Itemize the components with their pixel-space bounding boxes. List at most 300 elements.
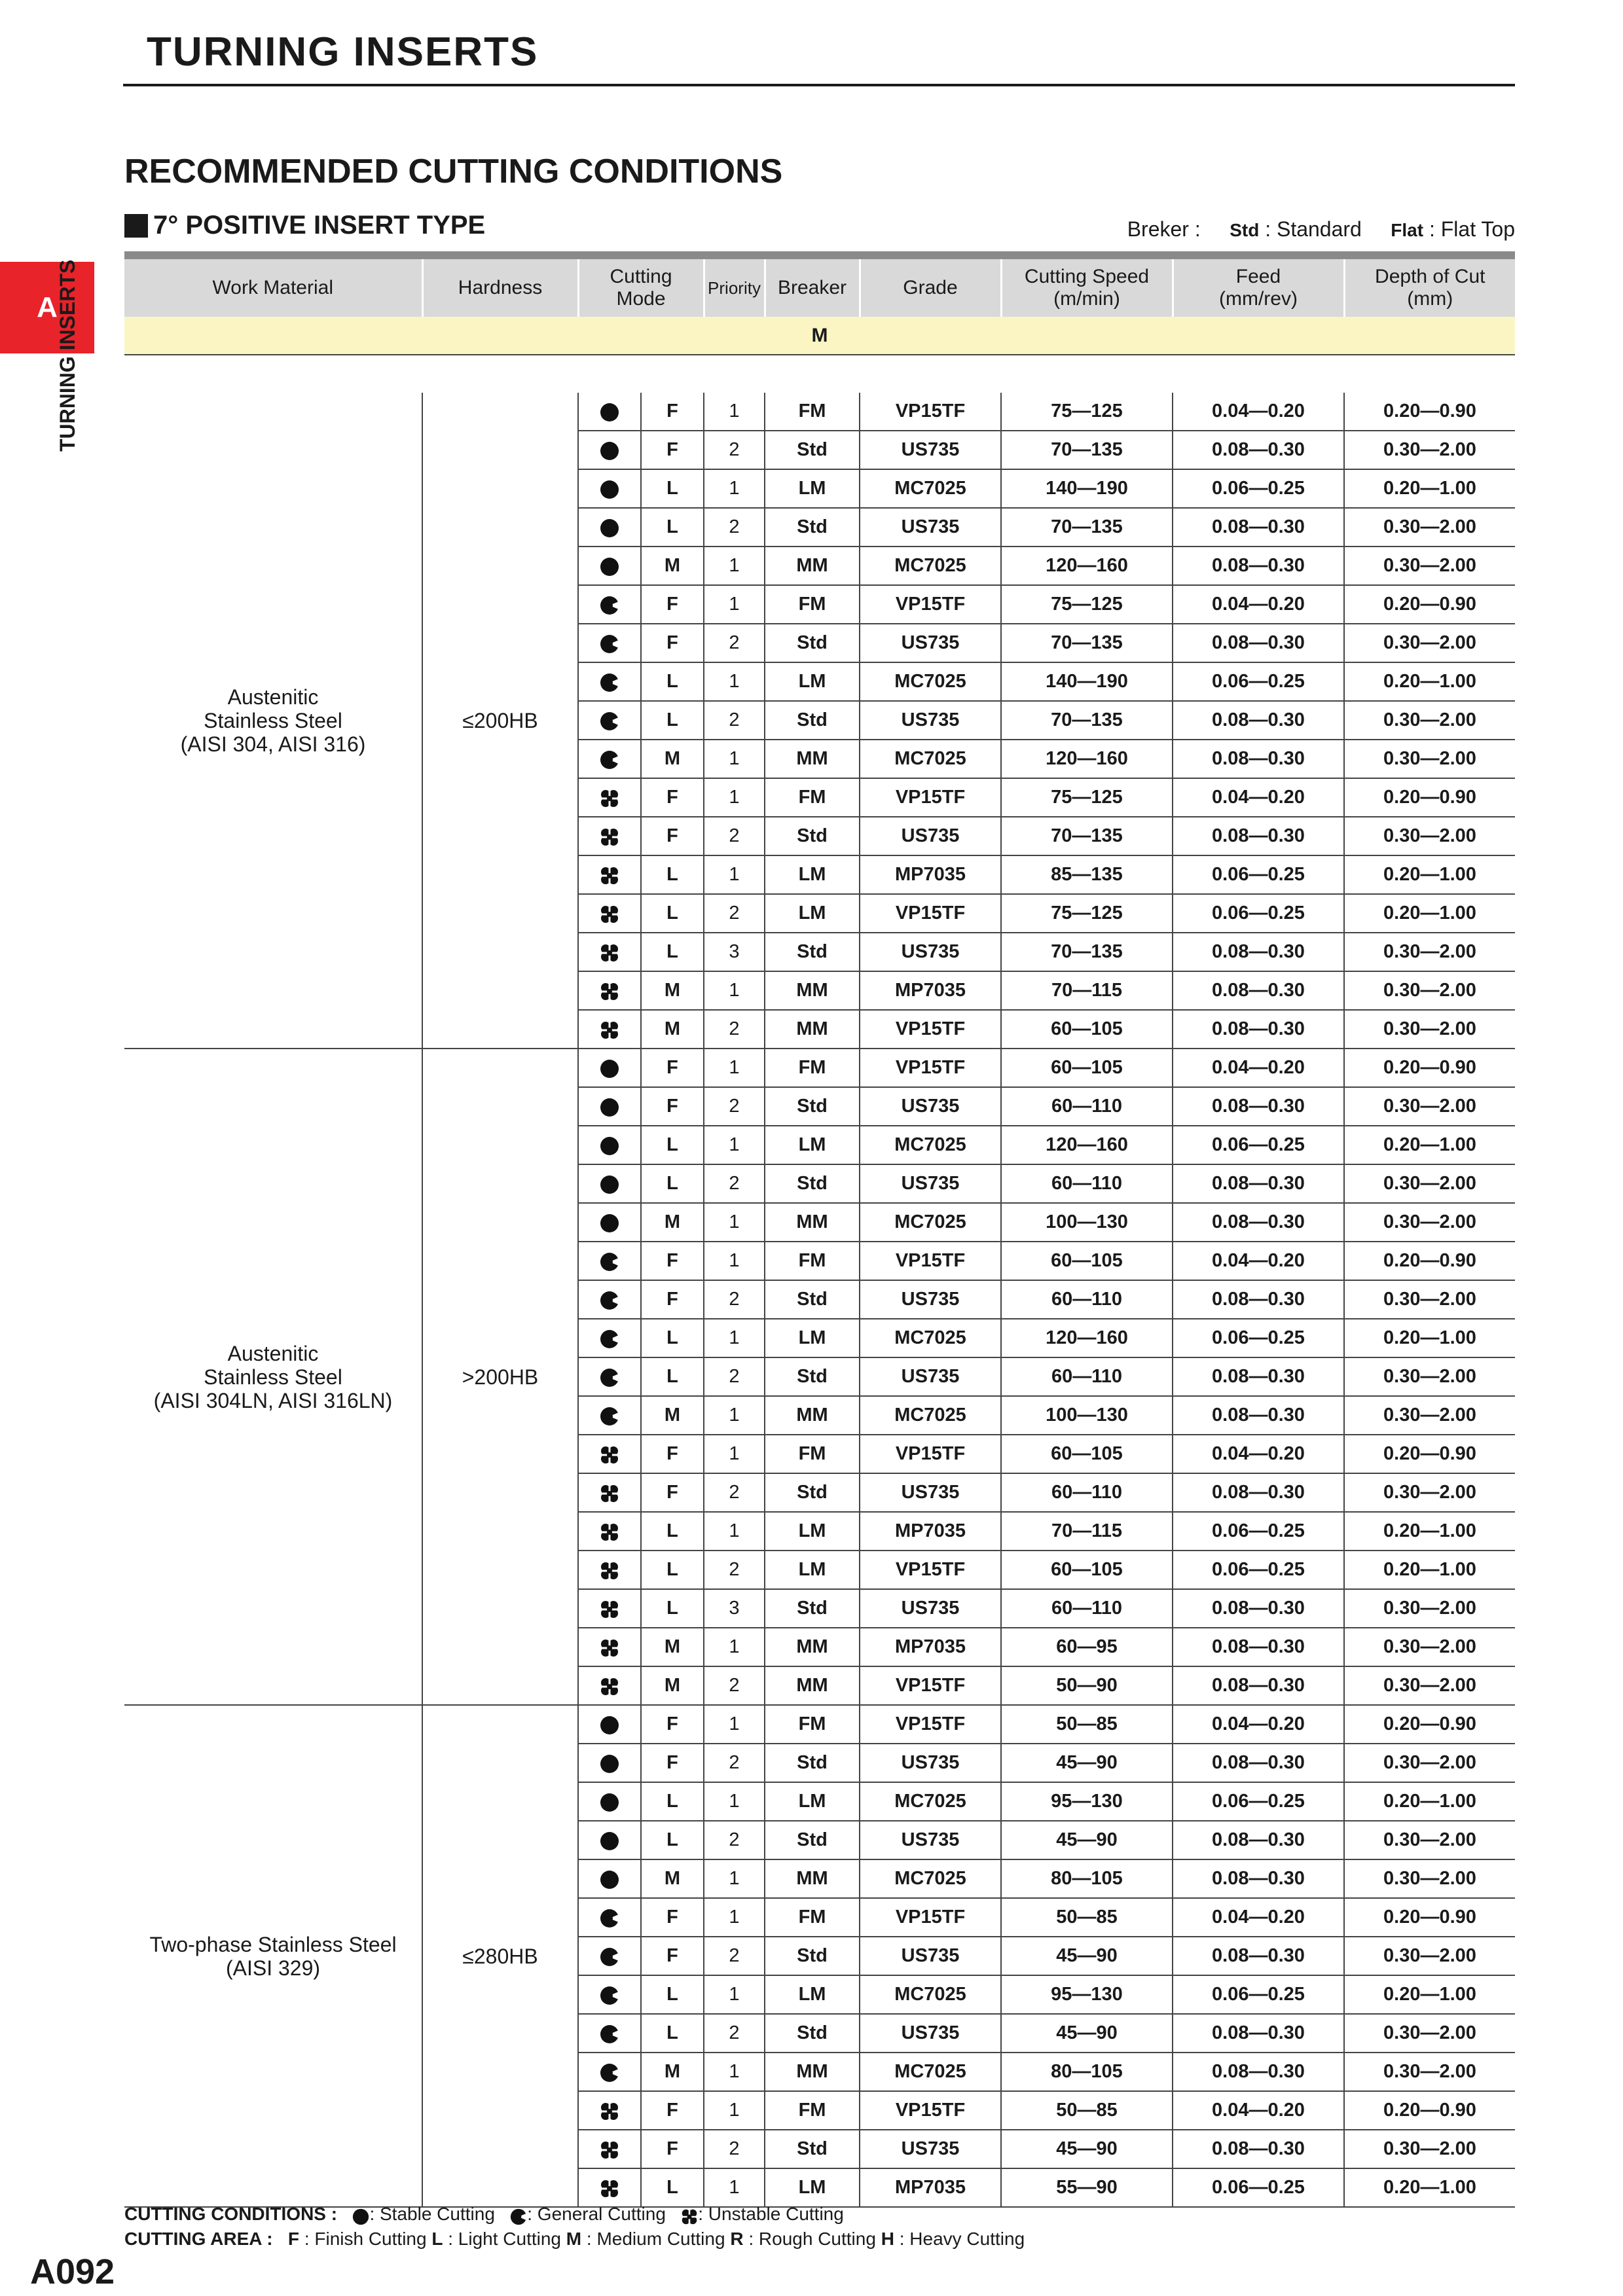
cutting-condition-cell bbox=[578, 2091, 641, 2130]
cutting-condition-cell bbox=[578, 1628, 641, 1666]
cutting-speed-cell: 60—95 bbox=[1001, 1628, 1173, 1666]
grade-cell: US735 bbox=[860, 1164, 1001, 1203]
feed-cell: 0.06—0.25 bbox=[1173, 1975, 1344, 2014]
cutting-speed-cell: 70—135 bbox=[1001, 431, 1173, 469]
priority-cell: 1 bbox=[704, 585, 765, 624]
feed-cell: 0.04—0.20 bbox=[1173, 2091, 1344, 2130]
feed-cell: 0.08—0.30 bbox=[1173, 740, 1344, 778]
cutting-speed-cell: 60—105 bbox=[1001, 1242, 1173, 1280]
feed-cell: 0.08—0.30 bbox=[1173, 2130, 1344, 2168]
cutting-speed-cell: 60—110 bbox=[1001, 1473, 1173, 1512]
cutting-condition-cell bbox=[578, 1589, 641, 1628]
cutting-area-cell: F bbox=[641, 1049, 704, 1087]
grade-cell: US735 bbox=[860, 624, 1001, 662]
breaker-cell: MM bbox=[765, 1203, 860, 1242]
cutting-area-cell: L bbox=[641, 894, 704, 933]
cutting-condition-cell bbox=[578, 1357, 641, 1396]
cutting-speed-cell: 60—105 bbox=[1001, 1551, 1173, 1589]
cutting-speed-cell: 60—105 bbox=[1001, 1010, 1173, 1049]
depth-of-cut-cell: 0.30—2.00 bbox=[1344, 1821, 1515, 1859]
feed-cell: 0.08—0.30 bbox=[1173, 1357, 1344, 1396]
feed-cell: 0.04—0.20 bbox=[1173, 1242, 1344, 1280]
unstable-cutting-icon bbox=[600, 1600, 619, 1619]
grade-cell: US735 bbox=[860, 1937, 1001, 1975]
cutting-speed-cell: 60—110 bbox=[1001, 1280, 1173, 1319]
feed-cell: 0.08—0.30 bbox=[1173, 2014, 1344, 2053]
feed-cell: 0.08—0.30 bbox=[1173, 1589, 1344, 1628]
breaker-cell: LM bbox=[765, 1782, 860, 1821]
material-class-row bbox=[124, 317, 1515, 355]
grade-cell: MC7025 bbox=[860, 547, 1001, 585]
subsection-title bbox=[124, 211, 485, 240]
priority-cell: 2 bbox=[704, 1357, 765, 1396]
cutting-area-cell: M bbox=[641, 1396, 704, 1435]
cutting-area-cell: L bbox=[641, 1589, 704, 1628]
stable-cutting-icon bbox=[600, 518, 619, 538]
grade-cell: VP15TF bbox=[860, 1242, 1001, 1280]
feed-cell: 0.08—0.30 bbox=[1173, 508, 1344, 547]
hardness-cell: ≤280HB bbox=[422, 1705, 578, 2207]
cutting-condition-cell bbox=[578, 1898, 641, 1937]
spacer-row bbox=[124, 355, 1515, 393]
grade-cell: VP15TF bbox=[860, 1666, 1001, 1705]
legend-area-text: : Finish Cutting bbox=[304, 2229, 427, 2249]
priority-cell: 2 bbox=[704, 1473, 765, 1512]
depth-of-cut-cell: 0.30—2.00 bbox=[1344, 1473, 1515, 1512]
legend-stable-text: : Stable Cutting bbox=[369, 2204, 495, 2224]
feed-cell: 0.08—0.30 bbox=[1173, 1164, 1344, 1203]
cutting-area-cell: L bbox=[641, 2014, 704, 2053]
cutting-area-cell: F bbox=[641, 585, 704, 624]
depth-of-cut-cell: 0.30—2.00 bbox=[1344, 1087, 1515, 1126]
grade-cell: US735 bbox=[860, 1821, 1001, 1859]
general-cutting-icon bbox=[600, 1986, 619, 2005]
feed-cell: 0.06—0.25 bbox=[1173, 2168, 1344, 2207]
legend-conditions bbox=[124, 2202, 1025, 2227]
grade-cell: MC7025 bbox=[860, 2053, 1001, 2091]
breaker-flat-code: Flat bbox=[1391, 220, 1424, 240]
depth-of-cut-cell: 0.20—0.90 bbox=[1344, 1705, 1515, 1744]
header-speed: Cutting Speed bbox=[1024, 266, 1150, 287]
depth-of-cut-cell: 0.30—2.00 bbox=[1344, 624, 1515, 662]
cutting-area-cell: L bbox=[641, 508, 704, 547]
breaker-cell: Std bbox=[765, 2130, 860, 2168]
depth-of-cut-cell: 0.30—2.00 bbox=[1344, 1396, 1515, 1435]
depth-of-cut-cell: 0.20—1.00 bbox=[1344, 1782, 1515, 1821]
depth-of-cut-cell: 0.20—0.90 bbox=[1344, 1242, 1515, 1280]
cutting-speed-cell: 120—160 bbox=[1001, 547, 1173, 585]
unstable-cutting-icon bbox=[600, 982, 619, 1001]
cutting-speed-cell: 45—90 bbox=[1001, 1744, 1173, 1782]
breaker-cell: FM bbox=[765, 2091, 860, 2130]
priority-cell: 1 bbox=[704, 662, 765, 701]
breaker-cell: Std bbox=[765, 624, 860, 662]
unstable-cutting-icon bbox=[600, 1522, 619, 1542]
breaker-cell: Std bbox=[765, 1821, 860, 1859]
cutting-area-cell: M bbox=[641, 1859, 704, 1898]
grade-cell: MC7025 bbox=[860, 1396, 1001, 1435]
breaker-legend-label: Breker : bbox=[1127, 217, 1201, 241]
stable-cutting-icon bbox=[352, 2207, 369, 2224]
priority-cell: 1 bbox=[704, 855, 765, 894]
depth-of-cut-cell: 0.30—2.00 bbox=[1344, 1666, 1515, 1705]
priority-cell: 2 bbox=[704, 2130, 765, 2168]
priority-cell: 1 bbox=[704, 1319, 765, 1357]
header-hardness: Hardness bbox=[422, 255, 578, 317]
work-material-line: Stainless Steel bbox=[204, 708, 342, 732]
square-bullet-icon bbox=[124, 214, 148, 238]
cutting-speed-cell: 120—160 bbox=[1001, 1126, 1173, 1164]
header-mode: Mode bbox=[616, 288, 666, 310]
depth-of-cut-cell: 0.30—2.00 bbox=[1344, 2014, 1515, 2053]
cutting-area-cell: L bbox=[641, 933, 704, 971]
breaker-cell: FM bbox=[765, 1242, 860, 1280]
header-cutting-speed bbox=[1001, 255, 1173, 317]
priority-cell: 1 bbox=[704, 2091, 765, 2130]
cutting-speed-cell: 45—90 bbox=[1001, 1821, 1173, 1859]
cutting-speed-cell: 70—135 bbox=[1001, 701, 1173, 740]
priority-cell: 1 bbox=[704, 1512, 765, 1551]
cutting-condition-cell bbox=[578, 1744, 641, 1782]
header-grade: Grade bbox=[860, 255, 1001, 317]
cutting-area-cell: F bbox=[641, 624, 704, 662]
stable-cutting-icon bbox=[600, 1098, 619, 1117]
unstable-cutting-icon bbox=[600, 789, 619, 808]
breaker-cell: LM bbox=[765, 469, 860, 508]
general-cutting-icon bbox=[510, 2207, 527, 2224]
cutting-speed-cell: 75—125 bbox=[1001, 778, 1173, 817]
breaker-cell: LM bbox=[765, 1975, 860, 2014]
cutting-speed-cell: 60—105 bbox=[1001, 1435, 1173, 1473]
priority-cell: 1 bbox=[704, 1049, 765, 1087]
cutting-area-cell: M bbox=[641, 1628, 704, 1666]
stable-cutting-icon bbox=[600, 1136, 619, 1156]
general-cutting-icon bbox=[600, 673, 619, 692]
unstable-cutting-icon bbox=[600, 1020, 619, 1040]
breaker-cell: FM bbox=[765, 778, 860, 817]
depth-of-cut-cell: 0.30—2.00 bbox=[1344, 2053, 1515, 2091]
feed-cell: 0.08—0.30 bbox=[1173, 701, 1344, 740]
feed-cell: 0.08—0.30 bbox=[1173, 1666, 1344, 1705]
grade-cell: MP7035 bbox=[860, 1512, 1001, 1551]
cutting-condition-cell bbox=[578, 933, 641, 971]
breaker-cell: Std bbox=[765, 1087, 860, 1126]
unstable-cutting-icon bbox=[600, 905, 619, 924]
cutting-speed-cell: 60—105 bbox=[1001, 1049, 1173, 1087]
depth-of-cut-cell: 0.30—2.00 bbox=[1344, 508, 1515, 547]
feed-cell: 0.08—0.30 bbox=[1173, 1280, 1344, 1319]
breaker-cell: Std bbox=[765, 933, 860, 971]
work-material-cell bbox=[124, 393, 422, 1049]
grade-cell: VP15TF bbox=[860, 894, 1001, 933]
feed-cell: 0.08—0.30 bbox=[1173, 1744, 1344, 1782]
depth-of-cut-cell: 0.20—1.00 bbox=[1344, 1975, 1515, 2014]
cutting-area-cell: F bbox=[641, 2130, 704, 2168]
legend-area-text: : Heavy Cutting bbox=[899, 2229, 1025, 2249]
grade-cell: MP7035 bbox=[860, 1628, 1001, 1666]
priority-cell: 3 bbox=[704, 1589, 765, 1628]
feed-cell: 0.08—0.30 bbox=[1173, 1203, 1344, 1242]
depth-of-cut-cell: 0.30—2.00 bbox=[1344, 1589, 1515, 1628]
general-cutting-icon bbox=[600, 1909, 619, 1928]
feed-cell: 0.08—0.30 bbox=[1173, 933, 1344, 971]
grade-cell: VP15TF bbox=[860, 1049, 1001, 1087]
header-speed-unit: (m/min) bbox=[1053, 288, 1120, 310]
depth-of-cut-cell: 0.20—1.00 bbox=[1344, 1126, 1515, 1164]
breaker-cell: LM bbox=[765, 1319, 860, 1357]
breaker-cell: Std bbox=[765, 1357, 860, 1396]
cutting-area-cell: L bbox=[641, 1782, 704, 1821]
general-cutting-icon bbox=[600, 1252, 619, 1272]
cutting-condition-cell bbox=[578, 1937, 641, 1975]
general-cutting-icon bbox=[600, 2024, 619, 2044]
breaker-cell: Std bbox=[765, 2014, 860, 2053]
grade-cell: US735 bbox=[860, 431, 1001, 469]
stable-cutting-icon bbox=[600, 1793, 619, 1812]
stable-cutting-icon bbox=[600, 441, 619, 461]
depth-of-cut-cell: 0.30—2.00 bbox=[1344, 971, 1515, 1010]
cutting-condition-cell bbox=[578, 1859, 641, 1898]
priority-cell: 1 bbox=[704, 2053, 765, 2091]
cutting-speed-cell: 70—115 bbox=[1001, 971, 1173, 1010]
legend-general-text: : General Cutting bbox=[527, 2204, 666, 2224]
priority-cell: 2 bbox=[704, 1821, 765, 1859]
general-cutting-icon bbox=[600, 1368, 619, 1388]
cutting-area-cell: L bbox=[641, 701, 704, 740]
priority-cell: 1 bbox=[704, 778, 765, 817]
general-cutting-icon bbox=[600, 2063, 619, 2083]
legend-area-code: M bbox=[566, 2229, 582, 2249]
table-row bbox=[124, 1049, 1515, 1087]
grade-cell: MC7025 bbox=[860, 1782, 1001, 1821]
cutting-area-cell: L bbox=[641, 1126, 704, 1164]
cutting-speed-cell: 50—85 bbox=[1001, 2091, 1173, 2130]
breaker-cell: Std bbox=[765, 1280, 860, 1319]
depth-of-cut-cell: 0.30—2.00 bbox=[1344, 431, 1515, 469]
feed-cell: 0.08—0.30 bbox=[1173, 431, 1344, 469]
grade-cell: US735 bbox=[860, 817, 1001, 855]
breaker-cell: LM bbox=[765, 2168, 860, 2207]
cutting-speed-cell: 120—160 bbox=[1001, 1319, 1173, 1357]
breaker-cell: Std bbox=[765, 1937, 860, 1975]
breaker-cell: FM bbox=[765, 393, 860, 431]
feed-cell: 0.08—0.30 bbox=[1173, 2053, 1344, 2091]
grade-cell: MC7025 bbox=[860, 1203, 1001, 1242]
grade-cell: VP15TF bbox=[860, 1898, 1001, 1937]
breaker-std-text: : Standard bbox=[1265, 217, 1362, 241]
cutting-condition-cell bbox=[578, 817, 641, 855]
feed-cell: 0.04—0.20 bbox=[1173, 778, 1344, 817]
header-cutting-mode bbox=[578, 255, 704, 317]
grade-cell: VP15TF bbox=[860, 1705, 1001, 1744]
feed-cell: 0.08—0.30 bbox=[1173, 624, 1344, 662]
cutting-speed-cell: 45—90 bbox=[1001, 2130, 1173, 2168]
cutting-condition-cell bbox=[578, 624, 641, 662]
feed-cell: 0.04—0.20 bbox=[1173, 1435, 1344, 1473]
cutting-condition-cell bbox=[578, 1975, 641, 2014]
header-work-material: Work Material bbox=[124, 255, 422, 317]
priority-cell: 2 bbox=[704, 1087, 765, 1126]
breaker-cell: MM bbox=[765, 547, 860, 585]
cutting-condition-cell bbox=[578, 1551, 641, 1589]
cutting-condition-cell bbox=[578, 585, 641, 624]
general-cutting-icon bbox=[600, 1291, 619, 1310]
priority-cell: 1 bbox=[704, 1435, 765, 1473]
cutting-speed-cell: 50—85 bbox=[1001, 1705, 1173, 1744]
feed-cell: 0.08—0.30 bbox=[1173, 1937, 1344, 1975]
priority-cell: 2 bbox=[704, 1551, 765, 1589]
subsection-title-text: 7° POSITIVE INSERT TYPE bbox=[153, 211, 486, 240]
grade-cell: VP15TF bbox=[860, 393, 1001, 431]
cutting-speed-cell: 60—110 bbox=[1001, 1164, 1173, 1203]
breaker-std-code: Std bbox=[1230, 220, 1260, 240]
stable-cutting-icon bbox=[600, 1175, 619, 1194]
feed-cell: 0.04—0.20 bbox=[1173, 393, 1344, 431]
cutting-area-cell: M bbox=[641, 1010, 704, 1049]
depth-of-cut-cell: 0.20—0.90 bbox=[1344, 778, 1515, 817]
depth-of-cut-cell: 0.20—0.90 bbox=[1344, 1898, 1515, 1937]
breaker-cell: MM bbox=[765, 740, 860, 778]
general-cutting-icon bbox=[600, 750, 619, 770]
header-feed-unit: (mm/rev) bbox=[1219, 288, 1298, 310]
cutting-speed-cell: 70—135 bbox=[1001, 817, 1173, 855]
breaker-cell: LM bbox=[765, 1126, 860, 1164]
depth-of-cut-cell: 0.30—2.00 bbox=[1344, 740, 1515, 778]
stable-cutting-icon bbox=[600, 1831, 619, 1851]
cutting-condition-cell bbox=[578, 431, 641, 469]
side-section-label: TURNING INSERTS bbox=[56, 259, 79, 452]
priority-cell: 2 bbox=[704, 1666, 765, 1705]
grade-cell: US735 bbox=[860, 1357, 1001, 1396]
breaker-cell: Std bbox=[765, 1473, 860, 1512]
grade-cell: VP15TF bbox=[860, 1010, 1001, 1049]
unstable-cutting-icon bbox=[600, 1484, 619, 1503]
legend-area-code: F bbox=[287, 2229, 300, 2249]
work-material-line: (AISI 329) bbox=[225, 1956, 321, 1980]
cutting-area-cell: M bbox=[641, 1666, 704, 1705]
breaker-cell: FM bbox=[765, 1898, 860, 1937]
grade-cell: VP15TF bbox=[860, 585, 1001, 624]
depth-of-cut-cell: 0.20—1.00 bbox=[1344, 1512, 1515, 1551]
grade-cell: US735 bbox=[860, 1473, 1001, 1512]
breaker-legend bbox=[1127, 217, 1515, 242]
legend-unstable-text: : Unstable Cutting bbox=[698, 2204, 844, 2224]
stable-cutting-icon bbox=[600, 403, 619, 422]
cutting-area-cell: F bbox=[641, 817, 704, 855]
priority-cell: 2 bbox=[704, 1744, 765, 1782]
unstable-cutting-icon bbox=[600, 2102, 619, 2121]
general-cutting-icon bbox=[600, 634, 619, 654]
general-cutting-icon bbox=[600, 1329, 619, 1349]
cutting-condition-cell bbox=[578, 2014, 641, 2053]
cutting-speed-cell: 140—190 bbox=[1001, 662, 1173, 701]
grade-cell: MC7025 bbox=[860, 1975, 1001, 2014]
cutting-speed-cell: 45—90 bbox=[1001, 2014, 1173, 2053]
cutting-area-cell: F bbox=[641, 1242, 704, 1280]
feed-cell: 0.08—0.30 bbox=[1173, 1821, 1344, 1859]
priority-cell: 1 bbox=[704, 469, 765, 508]
unstable-cutting-icon bbox=[600, 827, 619, 847]
feed-cell: 0.06—0.25 bbox=[1173, 662, 1344, 701]
cutting-condition-cell bbox=[578, 701, 641, 740]
grade-cell: US735 bbox=[860, 2014, 1001, 2053]
header-feed bbox=[1173, 255, 1344, 317]
depth-of-cut-cell: 0.30—2.00 bbox=[1344, 2130, 1515, 2168]
legend-area-code: H bbox=[881, 2229, 894, 2249]
priority-cell: 2 bbox=[704, 894, 765, 933]
unstable-cutting-icon bbox=[600, 2140, 619, 2160]
cutting-condition-cell bbox=[578, 1280, 641, 1319]
section-title: RECOMMENDED CUTTING CONDITIONS bbox=[124, 152, 783, 190]
cutting-speed-cell: 70—135 bbox=[1001, 508, 1173, 547]
stable-cutting-icon bbox=[600, 557, 619, 577]
section-tab: A bbox=[0, 262, 94, 353]
grade-cell: MC7025 bbox=[860, 740, 1001, 778]
unstable-cutting-icon bbox=[600, 943, 619, 963]
cutting-area-cell: M bbox=[641, 2053, 704, 2091]
cutting-condition-cell bbox=[578, 1473, 641, 1512]
legend-area-code: R bbox=[730, 2229, 744, 2249]
cutting-condition-cell bbox=[578, 778, 641, 817]
cutting-speed-cell: 60—110 bbox=[1001, 1087, 1173, 1126]
breaker-flat-text: : Flat Top bbox=[1429, 217, 1515, 241]
feed-cell: 0.04—0.20 bbox=[1173, 585, 1344, 624]
header-cutting: Cutting bbox=[610, 266, 672, 287]
breaker-cell: MM bbox=[765, 1010, 860, 1049]
depth-of-cut-cell: 0.20—0.90 bbox=[1344, 1049, 1515, 1087]
cutting-area-cell: L bbox=[641, 469, 704, 508]
priority-cell: 2 bbox=[704, 508, 765, 547]
cutting-condition-cell bbox=[578, 662, 641, 701]
hardness-cell: ≤200HB bbox=[422, 393, 578, 1049]
header-doc-label: Depth of Cut bbox=[1375, 266, 1486, 287]
unstable-cutting-icon bbox=[600, 1561, 619, 1581]
cutting-condition-cell bbox=[578, 1010, 641, 1049]
legend bbox=[124, 2202, 1025, 2251]
breaker-cell: LM bbox=[765, 1512, 860, 1551]
depth-of-cut-cell: 0.20—1.00 bbox=[1344, 469, 1515, 508]
cutting-area-cell: F bbox=[641, 431, 704, 469]
stable-cutting-icon bbox=[600, 1059, 619, 1079]
cutting-speed-cell: 70—135 bbox=[1001, 933, 1173, 971]
grade-cell: VP15TF bbox=[860, 1435, 1001, 1473]
priority-cell: 1 bbox=[704, 2168, 765, 2207]
grade-cell: US735 bbox=[860, 1280, 1001, 1319]
cutting-speed-cell: 60—110 bbox=[1001, 1357, 1173, 1396]
cutting-condition-cell bbox=[578, 1782, 641, 1821]
cutting-condition-cell bbox=[578, 1049, 641, 1087]
feed-cell: 0.08—0.30 bbox=[1173, 817, 1344, 855]
legend-area-text: : Medium Cutting bbox=[586, 2229, 725, 2249]
cutting-speed-cell: 120—160 bbox=[1001, 740, 1173, 778]
work-material-line: (AISI 304LN, AISI 316LN) bbox=[153, 1388, 393, 1412]
grade-cell: MC7025 bbox=[860, 469, 1001, 508]
breaker-cell: MM bbox=[765, 2053, 860, 2091]
unstable-cutting-icon bbox=[600, 1445, 619, 1465]
cutting-area-cell: F bbox=[641, 2091, 704, 2130]
grade-cell: US735 bbox=[860, 508, 1001, 547]
cutting-conditions-table bbox=[124, 251, 1515, 2208]
depth-of-cut-cell: 0.20—1.00 bbox=[1344, 855, 1515, 894]
breaker-cell: LM bbox=[765, 662, 860, 701]
depth-of-cut-cell: 0.20—0.90 bbox=[1344, 2091, 1515, 2130]
legend-conditions-label: CUTTING CONDITIONS : bbox=[124, 2204, 338, 2224]
priority-cell: 2 bbox=[704, 701, 765, 740]
cutting-area-cell: L bbox=[641, 1319, 704, 1357]
breaker-cell: MM bbox=[765, 1666, 860, 1705]
feed-cell: 0.08—0.30 bbox=[1173, 1087, 1344, 1126]
breaker-cell: MM bbox=[765, 1859, 860, 1898]
